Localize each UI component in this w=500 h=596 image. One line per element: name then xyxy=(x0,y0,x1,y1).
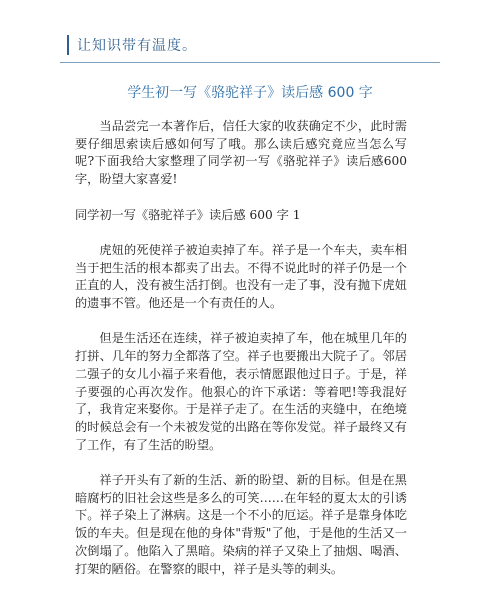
header-slogan: 让知识带有温度。 xyxy=(77,38,197,54)
intro-paragraph: 当品尝完一本著作后，信任大家的收获确定不少，此时需要仔细思索读后感如何写了哦。那么读后感究竟应当怎么写呢?下面我给大家整理了同学初一写《骆驼祥子》读后感600字，盼望大家喜爱! xyxy=(75,119,407,187)
body-paragraph-3: 祥子开头有了新的生活、新的盼望、新的目标。但是在黑暗腐朽的旧社会这些是多么的可笑……在年轻的夏太太的引诱下。祥子染上了淋病。这是一个不小的厄运。祥子是靠身体吃饭的车夫。但是现在他的身体"背叛"了他，于是他的生活又一次倒塌了。他陷入了黑暗。染病的祥子又染上了抽烟、喝酒、打架的陋俗。在警察的眼中，祥子是头等的刺头。 xyxy=(75,473,407,576)
header-accent-bar xyxy=(67,35,69,55)
page-header xyxy=(67,34,197,56)
body-paragraph-2: 但是生活还在连续，祥子被迫卖掉了车，他在城里几年的打拼、几年的努力全都落了空。祥子也要搬出大院子了。邻居二强子的女儿小福子来看他，表示情愿跟他过日子。于是，祥子要强的心再次发作。他狠心的许下承诺：等着吧!等我混好了，我肯定来娶你。于是祥子走了。在生活的夹缝中，在绝境的时候总会有一个未被发觉的出路在等你发觉。祥子最终又有了工作，有了生活的盼望。 xyxy=(75,331,407,452)
body-paragraph-1: 虎妞的死使祥子被迫卖掉了车。祥子是一个车夫，卖车相当于把生活的根本都卖了出去。不得不说此时的祥子仍是一个正直的人，没有被生活打倒。也没有一走了事，没有抛下虎妞的遗事不管。他还是一个有责任的人。 xyxy=(75,242,407,310)
article-body xyxy=(75,118,407,596)
header-divider xyxy=(60,62,440,63)
section-title: 同学初一写《骆驼祥子》读后感 600 字 1 xyxy=(75,207,301,222)
article-title: 学生初一写《骆驼祥子》读后感 600 字 xyxy=(127,85,373,101)
